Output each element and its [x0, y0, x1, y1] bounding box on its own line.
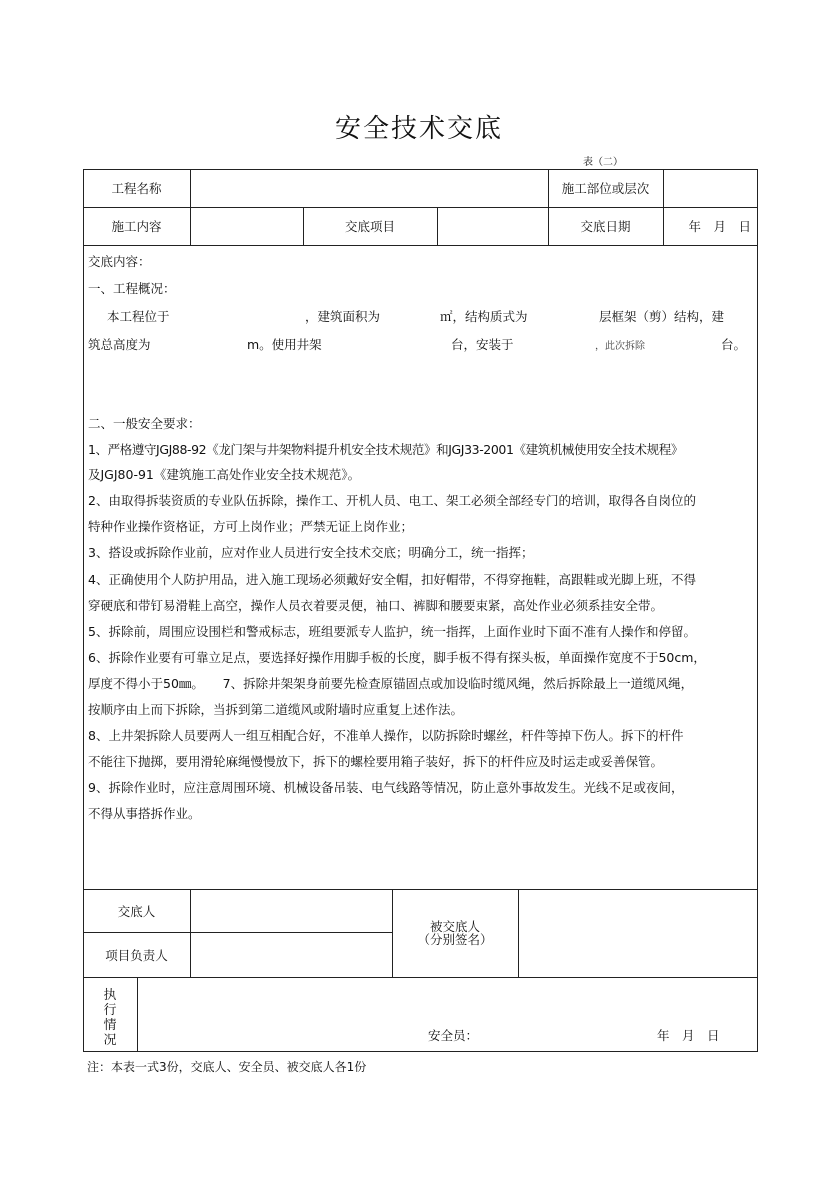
- requirement-line: 厚度不得小于50㎜。 7、拆除井架架身前要先检查原锚固点或加设临时缆风绳，然后拆除最上一道缆风绳，: [88, 676, 694, 691]
- table-border-right: [757, 169, 758, 1051]
- project-name-field[interactable]: [191, 170, 548, 207]
- requirement-line: 特种作业操作资格证，方可上岗作业；严禁无证上岗作业；: [88, 519, 414, 534]
- overview-text: 层框架（剪）结构，建: [599, 309, 725, 324]
- position-label: 施工部位或层次: [561, 181, 650, 196]
- date-value[interactable]: 年 月 日: [688, 219, 751, 234]
- requirement-line: 4、正确使用个人防护用品，进入施工现场必须戴好安全帽，扣好帽带，不得穿拖鞋，高跟鞋或光脚上班，不得: [88, 572, 696, 587]
- overview-text: 筑总高度为: [88, 337, 151, 352]
- safety-officer-label: 安全员：: [428, 1028, 479, 1043]
- requirement-line: 及JGJ80-91《建筑施工高处作业安全技术规范》。: [88, 467, 361, 482]
- requirement-line: 3、搭设或拆除作业前，应对作业人员进行安全技术交底；明确分工，统一指挥；: [88, 545, 534, 560]
- requirement-line: 2、由取得拆装资质的专业队伍拆除，操作工、开机人员、电工、架工必须全部经专门的培训，取得各自岗位的: [88, 493, 696, 508]
- footnote: 注：本表一式3份，交底人、安全员、被交底人各1份: [87, 1060, 367, 1074]
- table-border-bottom: [83, 1051, 758, 1052]
- requirement-line: 8、上井架拆除人员要两人一组互相配合好，不准单人操作，以防拆除时螺丝，杆件等掉下伤人。拆下的杆件: [88, 728, 684, 743]
- execution-date: 年 月 日: [657, 1028, 720, 1043]
- overview-text: ㎡，结构质式为: [440, 309, 528, 324]
- overview-text: ，建筑面积为: [305, 309, 381, 324]
- overview-text: m。使用井架: [247, 337, 322, 352]
- table-number: 表（二）: [583, 157, 623, 168]
- pm-signature-field[interactable]: [191, 933, 392, 977]
- requirement-line: 按顺序由上而下拆除，当拆到第二道缆风或附墙时应重复上述作法。: [88, 702, 464, 717]
- item-field[interactable]: [438, 208, 548, 245]
- section-2-title: 二、一般安全要求：: [88, 416, 201, 431]
- requirement-line: 不能往下抛掷，要用滑轮麻绳慢慢放下，拆下的螺栓要用箱子装好，拆下的杆件应及时运走或妥善保管。: [88, 754, 664, 769]
- recipient-signature-field[interactable]: [519, 890, 757, 977]
- requirement-line: 5、拆除前，周围应设围栏和警戒标志，班组要派专人监护，统一指挥，上面作业时下面不准有人操作和停留。: [88, 624, 696, 639]
- content-label: 施工内容: [111, 219, 162, 234]
- requirement-line: 1、严格遵守JGJ88-92《龙门架与井架物料提升机安全技术规范》和JGJ33-2001《建筑机械使用安全技术规程》: [88, 442, 683, 457]
- date-label: 交底日期: [580, 219, 631, 234]
- requirement-line: 不得从事搭拆作业。: [88, 806, 201, 821]
- position-field[interactable]: [664, 170, 757, 207]
- content-field[interactable]: [191, 208, 303, 245]
- discloser-label: 交底人: [117, 903, 156, 919]
- execution-label: 执 行 情 况: [103, 988, 117, 1048]
- project-name-label: 工程名称: [111, 181, 162, 196]
- recipient-label: [392, 889, 518, 977]
- recipient-label-text: 被交底人: [429, 919, 480, 934]
- recipient-label-sub: （分别签名）: [417, 932, 493, 947]
- overview-text: 台，安装于: [451, 337, 514, 352]
- pm-label: 项目负责人: [105, 947, 168, 963]
- requirement-line: 9、拆除作业时，应注意周围环境、机械设备吊装、电气线路等情况，防止意外事故发生。光线不足或夜间，: [88, 780, 684, 795]
- overview-text: 本工程位于: [107, 309, 170, 324]
- item-label: 交底项目: [344, 219, 395, 234]
- row-divider: [83, 245, 758, 246]
- disclosure-heading: 交底内容：: [88, 254, 151, 269]
- section-1-title: 一、工程概况：: [88, 281, 176, 296]
- document-title: 安全技术交底: [334, 114, 503, 144]
- requirement-line: 6、拆除作业要有可靠立足点，要选择好操作用脚手板的长度，脚手板不得有探头板，单面操作宽度不于50cm，: [88, 650, 706, 665]
- requirement-line: 穿硬底和带钉易滑鞋上高空，操作人员衣着要灵便，袖口、裤脚和腰要束紧，高处作业必须系挂安全带。: [88, 598, 664, 613]
- overview-text: 台。: [721, 337, 747, 352]
- discloser-signature-field[interactable]: [191, 890, 392, 932]
- overview-text: ，此次拆除: [595, 341, 645, 352]
